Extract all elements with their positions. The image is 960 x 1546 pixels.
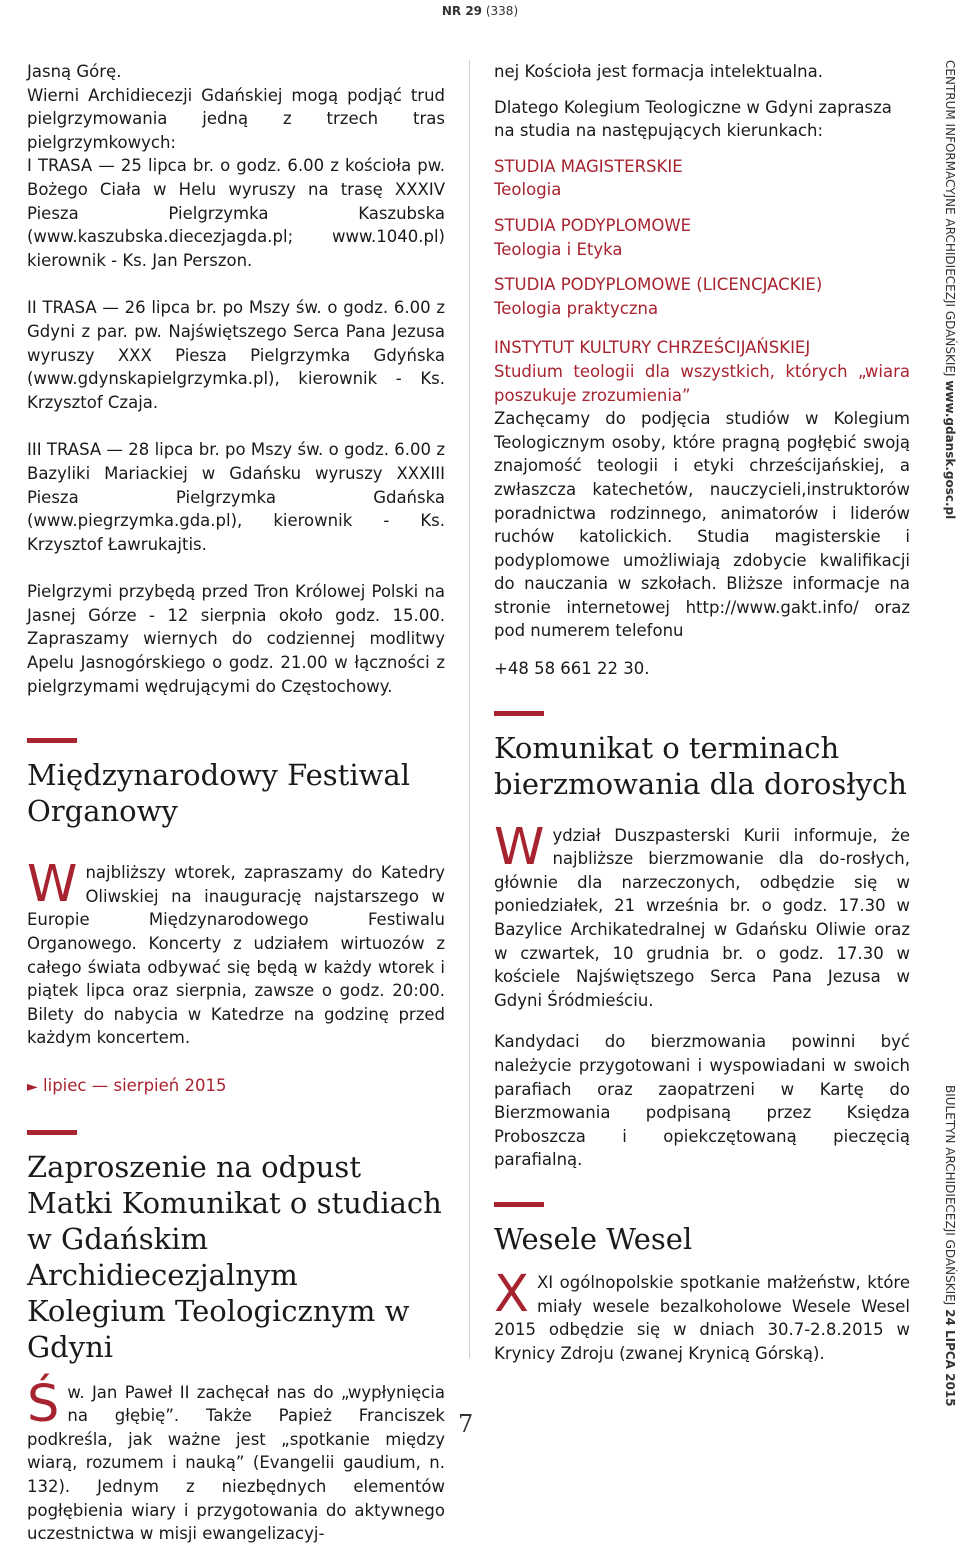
- wesele-dropcap: X: [494, 1264, 529, 1324]
- study-sub-1: Teologia: [494, 180, 562, 200]
- odpust-title: Zaproszenie na odpust Matki Komunikat o studiach w Gdańskim Archidiecezjalnym Kolegium Teologicznym w Gdyni: [27, 1149, 442, 1364]
- festival-text: najbliższy wtorek, zapraszamy do Katedry Oliwskiej na inaugurację najstarszego w Europie Międzynarodowego Festiwalu Organowego. Koncerty z udziałem wirtuozów z całego świata odbywać się będą w każdy wtorek i piątek lipca oraz sierpnia, zawsze o godz. 20:00. Bilety do nabycia w Katedrze na godzinę przed każdym koncertem.: [27, 863, 445, 1048]
- bierzmowanie-text: ydział Duszpasterski Kurii informuje, że najbliższe bierzmowanie dla do-rosłych, głównie dla narzeczonych, odbędzie się w poniedziałek, 21 września br. o godz. 17.30 w Bazylice Archikatedralnej w Gdańsku Oliwie oraz w czwartek, 10 grudnia br. o godz. 17.30 w kościele Najświętszego Serca Pana Jezusa w Gdyni Śródmieściu.: [494, 825, 910, 1010]
- sidebar-bottom-text: BIULETYN ARCHIDIECEZJI GDAŃSKIEJ: [943, 1085, 957, 1306]
- sidebar-top: [937, 60, 957, 520]
- intro-line-2: Wierni Archidiecezji Gdańskiej mogą podjąć trud pielgrzymowania jedną z trzech tras pielgrzymkowych:: [27, 85, 445, 152]
- trasa-3: III TRASA — 28 lipca br. po Mszy św. o godz. 6.00 z Bazyliki Mariackiej w Gdańsku wyruszy XXXIII Piesza Pielgrzymka Gdańska (www.piegrzymka.gda.pl), kierownik - Ks. Krzysztof Ławrukajtis.: [27, 440, 445, 554]
- sidebar-bottom-date: 24 LIPCA 2015: [943, 1309, 957, 1407]
- pielgrzymi-paragraph: Pielgrzymi przybędą przed Tron Królowej Polski na Jasnej Górze - 12 sierpnia około godz. 15.00. Zapraszamy wiernych do codziennej modlitwy Apelu Jasnogórskiego o godz. 21.00 w łączności z pielgrzymami wędrującymi do Częstochowy.: [27, 582, 445, 696]
- odpust-body: [27, 1374, 445, 1546]
- trasa-1: I TRASA — 25 lipca br. o godz. 6.00 z kościoła pw. Bożego Ciała w Helu wyruszy na trasę XXXIV Piesza Pielgrzymka Kaszubska (www.kaszubska.diecezjagda.pl; www.1040.pl) kierownik - Ks. Jan Perszon.: [27, 156, 445, 270]
- study-head-2: STUDIA PODYPLOMOWE: [494, 215, 692, 235]
- study-sub-2: Teologia i Etyka: [494, 239, 623, 259]
- odpust-dropcap: Ś: [27, 1374, 60, 1434]
- odpust-text: w. Jan Paweł II zachęcał nas do „wypłynięcia na głębię”. Także Papież Franciszek podkreśla, jak ważne jest „spotkanie między wiarą, rozumem i nauką” (Evangelii gaudium, n. 132). Jednym z niezbędnych elementów pogłębienia wiary i przygotowania do aktywnego uczestnictwa w misji ewangelizacyj-: [27, 1382, 445, 1544]
- wesele-text: XI ogólnopolskie spotkanie małżeństw, które miały wesele bezalkoholowe Wesele Wesel 2015 odbędzie się w dniach 30.7-2.8.2015 w Krynicy Zdroju (zwanej Krynicą Górską).: [494, 1272, 910, 1363]
- issue-header: [0, 4, 960, 18]
- intro-line-1: Jasną Górę.: [27, 62, 122, 81]
- wesele-body: [494, 1264, 910, 1365]
- left-column: [27, 60, 445, 1546]
- issue-number: (338): [485, 4, 519, 18]
- institute-body-2: Zachęcamy do podjęcia studiów w Kolegium Teologicznym osoby, które pragną pogłębić swoją znajomość teologii i etyki chrześcijańskiej, a zwłaszcza katechetów, nauczycieli,instruktorów poradnictwa rodzinnego, animatorów i liderów ruchów katolickich. Studia magisterskie i podyplomowe umożliwiają zdobycie kwalifikacji do nauczania w szkołach. Bliższe informacje na stronie internetowej http://www.gakt.info/ oraz pod numerem telefonu: [494, 409, 910, 641]
- festival-date-text: lipiec — sierpień 2015: [43, 1076, 227, 1095]
- continuation-text: nej Kościoła jest formacja intelektualna.: [494, 62, 823, 81]
- bierzmowanie-dropcap: W: [494, 817, 545, 877]
- festival-body: [27, 855, 445, 1050]
- section-accent-bar: [494, 711, 544, 716]
- institute-phone: +48 58 661 22 30.: [494, 659, 650, 679]
- institute-body: Studium teologii dla wszystkich, których „wiara poszukuje zrozumienia”: [494, 361, 910, 405]
- study-head-1: STUDIA MAGISTERSKIE: [494, 156, 683, 176]
- bierzmowanie-body-2: Kandydaci do bierzmowania powinni być należycie przygotowani i wyspowiadani w swoich parafiach oraz zaopatrzeni w Kartę do Bierzmowania podpisaną przez Księdza Proboszcza i opiekczętowaną pieczęcią parafialną.: [494, 1032, 910, 1170]
- wesele-title: Wesele Wesel: [494, 1221, 693, 1256]
- institute-head: INSTYTUT KULTURY CHRZEŚCIJAŃSKIEJ: [494, 338, 811, 358]
- page-number: 7: [458, 1410, 474, 1438]
- trasa-2: II TRASA — 26 lipca br. po Mszy św. o godz. 6.00 z Gdyni z par. pw. Najświętszego Serca Pana Jezusa wyruszy XXX Piesza Pielgrzymka Gdyńska (www.gdynskapielgrzymka.pl), kierownik - Ks. Krzysztof Czaja.: [27, 298, 445, 412]
- invite-text: Dlatego Kolegium Teologiczne w Gdyni zaprasza na studia na następujących kierunkach:: [494, 97, 892, 141]
- study-sub-3: Teologia praktyczna: [494, 298, 659, 318]
- section-accent-bar: [27, 738, 77, 743]
- right-column: [494, 60, 910, 1365]
- section-accent-bar: [27, 1130, 77, 1135]
- triangle-marker-icon: ►: [27, 1079, 38, 1095]
- sidebar-top-url: www.gdansk.gosc.pl: [943, 380, 957, 520]
- festival-title: Międzynarodowy Festiwal Organowy: [27, 758, 410, 829]
- issue-label: NR 29: [441, 4, 483, 18]
- study-head-3: STUDIA PODYPLOMOWE (LICENCJACKIE): [494, 275, 823, 295]
- festival-dropcap: W: [27, 855, 78, 915]
- bierzmowanie-body: [494, 817, 910, 1013]
- column-divider: [469, 60, 470, 1358]
- festival-date: [27, 1074, 445, 1100]
- sidebar-top-text: CENTRUM INFORMACYJNE ARCHIDIECEZJI GDAŃSKIEJ: [943, 60, 957, 377]
- bierzmowanie-title: Komunikat o terminach bierzmowania dla dorosłych: [494, 730, 907, 801]
- sidebar-bottom: [937, 1085, 957, 1407]
- section-accent-bar: [494, 1202, 544, 1207]
